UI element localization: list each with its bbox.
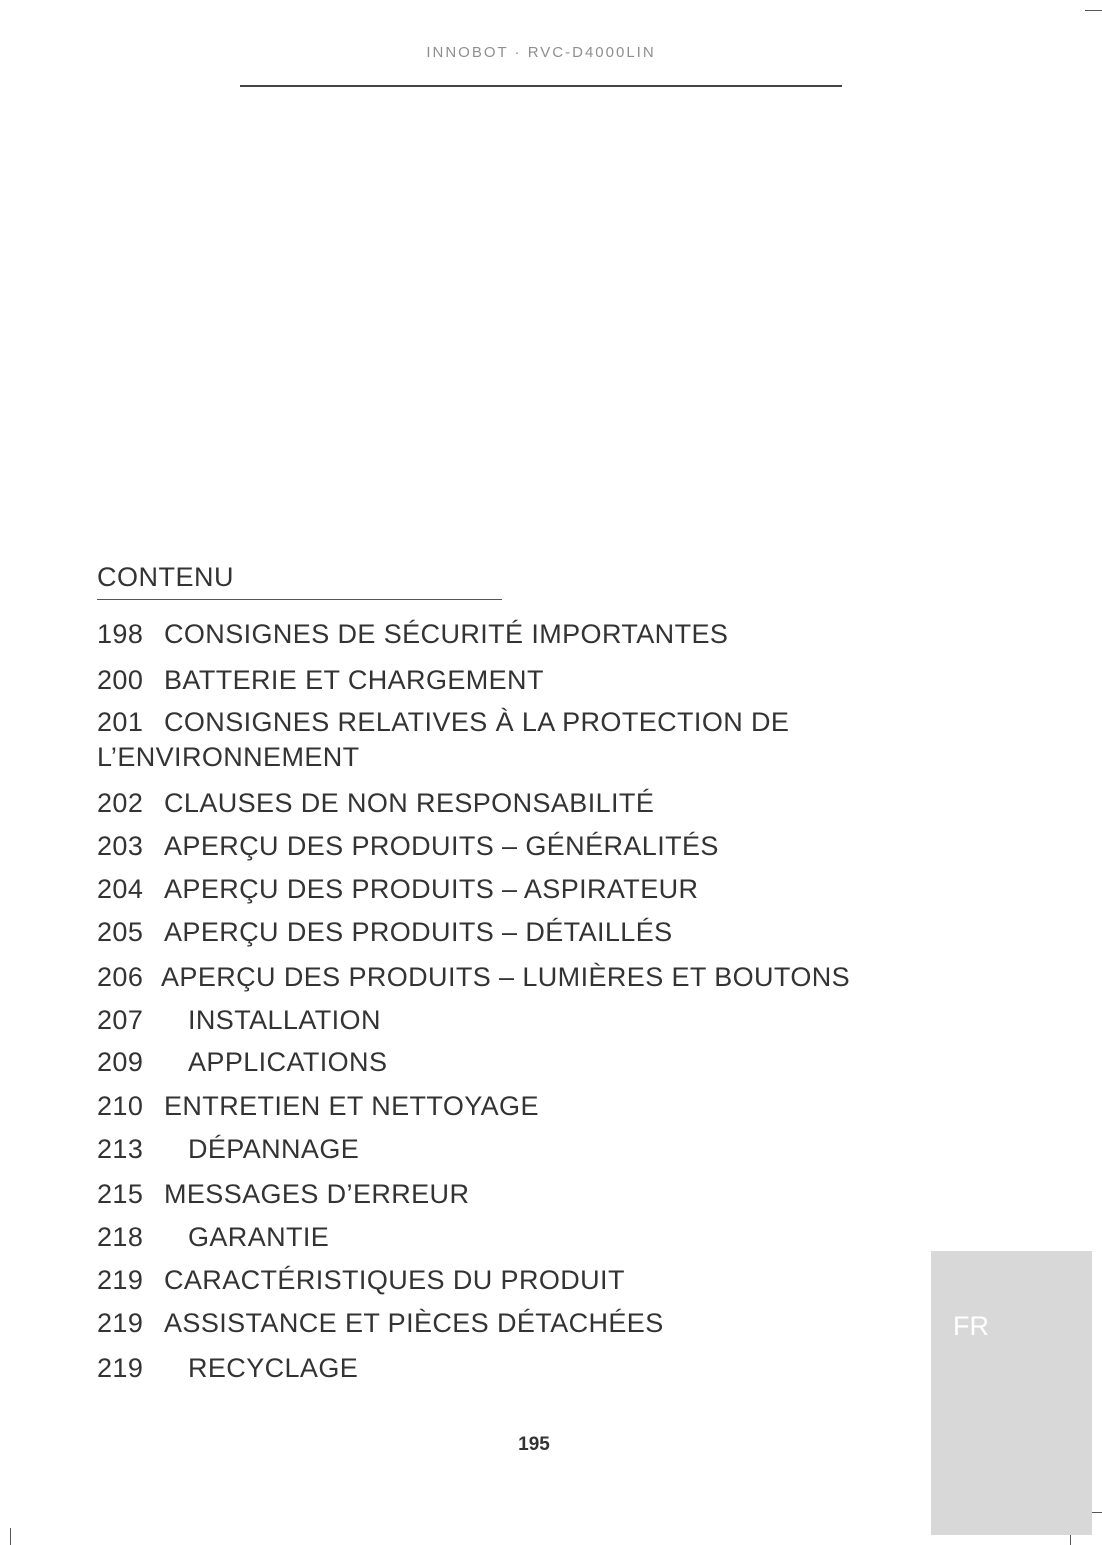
toc-page-number: 198 <box>97 619 144 649</box>
toc-page-number: 215 <box>97 1179 144 1209</box>
toc-page-number: 204 <box>97 874 144 904</box>
toc-item[interactable] <box>97 663 897 698</box>
contents-title: CONTENU <box>97 562 234 592</box>
toc-item[interactable] <box>97 1306 897 1341</box>
toc-item[interactable] <box>97 872 897 907</box>
toc-label: GARANTIE <box>188 1222 330 1252</box>
toc-label: APERÇU DES PRODUITS – GÉNÉRALITÉS <box>164 831 719 861</box>
toc-item[interactable] <box>97 1177 897 1212</box>
contents-title-rule <box>97 599 502 600</box>
toc-label: APPLICATIONS <box>188 1047 388 1077</box>
toc-page-number: 210 <box>97 1091 144 1121</box>
toc-label: ASSISTANCE ET PIÈCES DÉTACHÉES <box>164 1308 664 1338</box>
toc-label: RECYCLAGE <box>188 1353 359 1383</box>
toc-label: CONSIGNES DE SÉCURITÉ IMPORTANTES <box>164 619 729 649</box>
toc-item[interactable] <box>97 1220 897 1255</box>
language-tab-label: FR <box>953 1311 989 1341</box>
toc-item[interactable] <box>97 960 897 995</box>
toc-label: MESSAGES D’ERREUR <box>164 1179 470 1209</box>
toc-item[interactable] <box>97 1045 897 1080</box>
toc-page-number: 219 <box>97 1308 144 1338</box>
crop-mark-top-right <box>1085 10 1102 11</box>
toc-label: BATTERIE ET CHARGEMENT <box>164 665 544 695</box>
running-header: INNOBOT · RVC-D4000LIN <box>426 44 656 61</box>
toc-label: APERÇU DES PRODUITS – LUMIÈRES ET BOUTONS <box>161 962 851 992</box>
toc-page-number: 219 <box>97 1353 144 1383</box>
toc-page-number: 213 <box>97 1134 144 1164</box>
toc-page-number: 205 <box>97 917 144 947</box>
toc-item[interactable] <box>97 1132 897 1167</box>
toc-item[interactable] <box>97 1089 897 1124</box>
toc-page-number: 203 <box>97 831 144 861</box>
toc-page-number: 206 <box>97 962 144 992</box>
toc-page-number: 201 <box>97 707 144 737</box>
toc-page-number: 207 <box>97 1005 144 1035</box>
toc-label: CARACTÉRISTIQUES DU PRODUIT <box>164 1265 625 1295</box>
toc-label-continuation: L’ENVIRONNEMENT <box>97 742 360 772</box>
toc-item[interactable] <box>97 617 897 652</box>
toc-item[interactable] <box>97 1263 897 1298</box>
toc-label: CLAUSES DE NON RESPONSABILITÉ <box>164 788 655 818</box>
toc-item[interactable] <box>97 915 897 950</box>
toc-label: APERÇU DES PRODUITS – ASPIRATEUR <box>164 874 699 904</box>
crop-mark-bottom-left-v <box>10 1528 11 1545</box>
language-tab <box>931 1251 1092 1535</box>
toc-page-number: 202 <box>97 788 144 818</box>
toc-item[interactable] <box>97 1003 897 1038</box>
toc-item[interactable] <box>97 829 897 864</box>
toc-label: DÉPANNAGE <box>188 1134 360 1164</box>
toc-label: INSTALLATION <box>188 1005 381 1035</box>
toc-item[interactable] <box>97 705 897 775</box>
page-number: 195 <box>518 1434 550 1455</box>
toc-page-number: 218 <box>97 1222 144 1252</box>
toc-page-number: 209 <box>97 1047 144 1077</box>
toc-label: CONSIGNES RELATIVES À LA PROTECTION DE <box>164 707 790 737</box>
toc-item[interactable] <box>97 786 897 821</box>
toc-page-number: 200 <box>97 665 144 695</box>
toc-label: ENTRETIEN ET NETTOYAGE <box>164 1091 539 1121</box>
toc-page-number: 219 <box>97 1265 144 1295</box>
toc-item[interactable] <box>97 1351 897 1386</box>
toc-label: APERÇU DES PRODUITS – DÉTAILLÉS <box>164 917 673 947</box>
header-rule <box>240 85 842 87</box>
